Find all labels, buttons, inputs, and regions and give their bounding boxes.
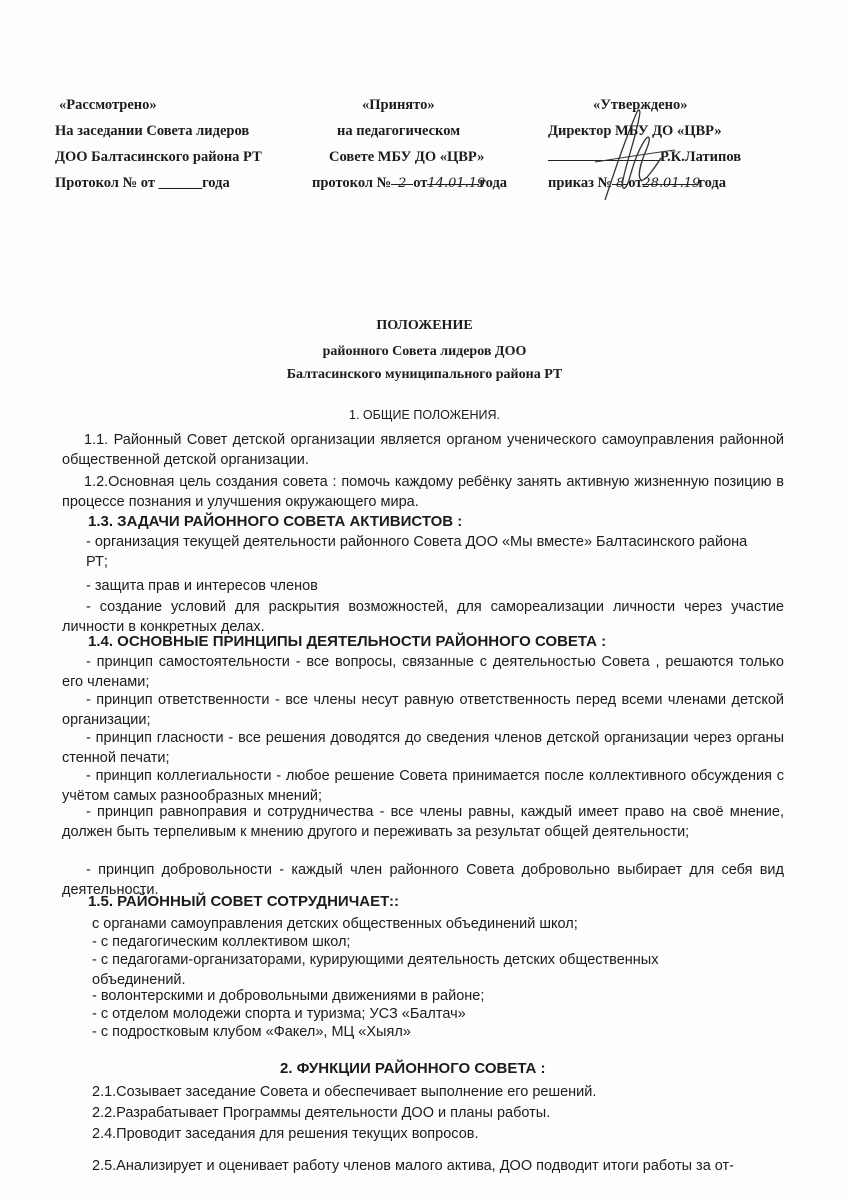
accepted-heading: «Принято» bbox=[362, 97, 435, 113]
section14-item-1: - принцип самостоятельности - все вопросы, связанные с деятельностью Совета , решаются только его членами; bbox=[62, 654, 784, 690]
doc-subtitle-1: районного Совета лидеров ДОО bbox=[322, 344, 527, 359]
order-number: 8 bbox=[616, 176, 625, 191]
header-accepted bbox=[312, 92, 507, 196]
considered-line2: ДОО Балтасинского района РТ bbox=[55, 149, 262, 165]
considered-line3: Протокол № от ______года bbox=[55, 175, 230, 191]
accepted-line2: Совете МБУ ДО «ЦВР» bbox=[329, 149, 485, 165]
section15-item-5: - с отделом молодежи спорта и туризма; УСЗ «Балтач» bbox=[92, 1006, 466, 1022]
approved-heading: «Утверждено» bbox=[593, 97, 688, 113]
approved-line3: приказ № 8 от28.01.19года bbox=[548, 170, 741, 196]
section14-item-4: - принцип коллегиальности - любое решение Совета принимается после коллективного обсуждения с учётом самых разнообразных мнений; bbox=[62, 768, 784, 804]
paragraph-1-1: 1.1. Районный Совет детской организации является органом ученического самоуправления районной общественной детской организации. bbox=[62, 432, 784, 468]
doc-title: ПОЛОЖЕНИЕ bbox=[376, 318, 473, 333]
considered-heading: «Рассмотрено» bbox=[59, 97, 157, 113]
director-signature-icon bbox=[575, 100, 685, 210]
section15-item-3: - с педагогами-организаторами, курирующими деятельность детских общественных объединений. bbox=[92, 952, 659, 988]
approved-date: 28.01.19 bbox=[642, 176, 701, 191]
section15-item-6: - с подростковым клубом «Факел», МЦ «Хыял» bbox=[92, 1024, 411, 1040]
paragraph-1-2: 1.2.Основная цель создания совета : помочь каждому ребёнку занять активную жизненную позицию в процессе познания и улучшения окружающего мира. bbox=[62, 474, 784, 510]
section2-heading: 2. ФУНКЦИИ РАЙОННОГО СОВЕТА : bbox=[280, 1060, 546, 1077]
section14-item-5: - принцип равноправия и сотрудничества - все члены равны, каждый имеет право на своё мнение, должен быть терпеливым к мнению другого и переживать за результат общей деятельности; bbox=[62, 804, 784, 840]
section14-heading: 1.4. ОСНОВНЫЕ ПРИНЦИПЫ ДЕЯТЕЛЬНОСТИ РАЙОННОГО СОВЕТА : bbox=[88, 633, 607, 650]
section15-item-1: с органами самоуправления детских общественных объединений школ; bbox=[92, 916, 578, 932]
section13-heading: 1.3. ЗАДАЧИ РАЙОННОГО СОВЕТА АКТИВИСТОВ : bbox=[88, 513, 463, 530]
protocol-number: 2 bbox=[398, 176, 407, 191]
section14-item-3: - принцип гласности - все решения доводятся до сведения членов детской организации через органы стенной печати; bbox=[62, 730, 784, 766]
header-considered bbox=[55, 92, 262, 196]
approved-line1: Директор МБУ ДО «ЦВР» bbox=[548, 123, 722, 139]
section2-item-2: 2.2.Разрабатывает Программы деятельности ДОО и планы работы. bbox=[92, 1105, 551, 1121]
accepted-line1: на педагогическом bbox=[337, 123, 461, 139]
doc-subtitle-2: Балтасинского муниципального района РТ bbox=[286, 367, 563, 382]
section2-item-3: 2.4.Проводит заседания для решения текущих вопросов. bbox=[92, 1126, 479, 1142]
approved-line2: Р.К.Латипов bbox=[548, 144, 741, 170]
accepted-date: 14.01.19 bbox=[427, 176, 486, 191]
section15-heading: 1.5. РАЙОННЫЙ СОВЕТ СОТРУДНИЧАЕТ:: bbox=[88, 893, 400, 910]
section14-item-2: - принцип ответственности - все члены несут равную ответственность перед всеми членами детской организации; bbox=[62, 692, 784, 728]
section1-heading: 1. ОБЩИЕ ПОЛОЖЕНИЯ. bbox=[349, 408, 500, 422]
section2-item-1: 2.1.Созывает заседание Совета и обеспечивает выполнение его решений. bbox=[92, 1084, 597, 1100]
section14-item-6: - принцип добровольности - каждый член районного Совета добровольно выбирает для себя вид деятельности. bbox=[62, 862, 784, 898]
section13-item-3: - создание условий для раскрытия возможностей, для самореализации личности через участие личности в конкретных делах. bbox=[62, 599, 784, 635]
accepted-line3: протокол № 2 от14.01.19года bbox=[312, 170, 507, 196]
section15-item-2: - с педагогическим коллективом школ; bbox=[92, 934, 351, 950]
section15-item-4: - волонтерскими и добровольными движениями в районе; bbox=[92, 988, 485, 1004]
section13-item-2: - защита прав и интересов членов bbox=[86, 578, 318, 594]
considered-line1: На заседании Совета лидеров bbox=[55, 123, 250, 139]
section2-item-4: 2.5.Анализирует и оценивает работу членов малого актива, ДОО подводит итоги работы за от- bbox=[92, 1158, 735, 1174]
section13-item-1: - организация текущей деятельности районного Совета ДОО «Мы вместе» Балтасинского района РТ; bbox=[86, 534, 748, 570]
